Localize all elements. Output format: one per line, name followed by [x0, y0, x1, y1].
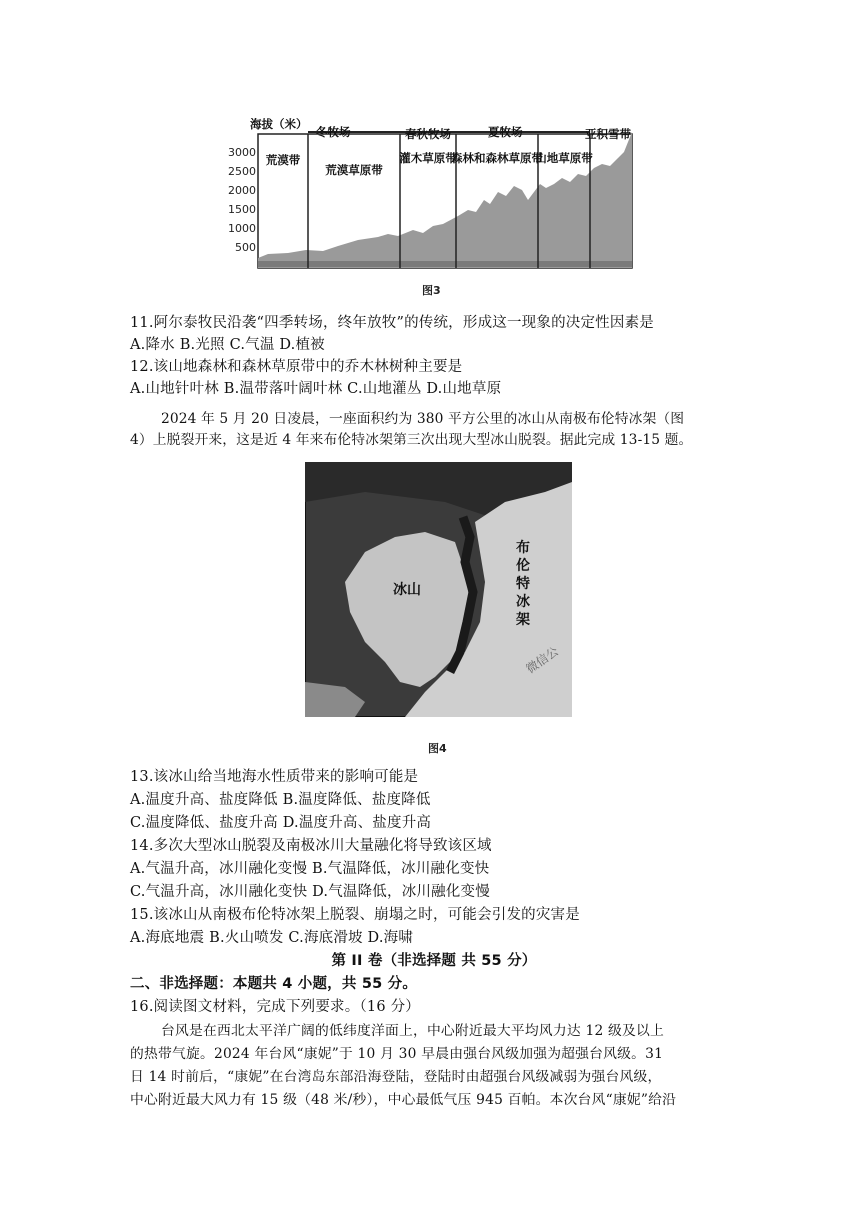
- belt-shrub-steppe: 灌木草原带: [399, 151, 457, 165]
- question-12-options: A.山地针叶林 B.温带落叶阔叶林 C.山地灌丛 D.山地草原: [130, 381, 502, 397]
- question-13: 13.该冰山给当地海水性质带来的影响可能是: [130, 769, 419, 785]
- shelf-label-4: 冰: [516, 594, 530, 610]
- shelf-label-2: 伦: [516, 558, 530, 574]
- passage-iceberg-line2: 4）上脱裂开来，这是近 4 年来布伦特冰架第三次出现大型冰山脱裂。据此完成 13-15 题。: [130, 432, 693, 448]
- top-right-label: 亚积雪带: [585, 127, 631, 141]
- question-14-options-cd: C.气温升高，冰川融化变快 D.气温降低，冰川融化变慢: [130, 884, 490, 900]
- section-2-instructions: 二、非选择题：本题共 4 小题，共 55 分。: [130, 976, 418, 992]
- belt-desert-steppe: 荒漠草原带: [325, 163, 383, 177]
- shelf-label-5: 架: [516, 612, 530, 628]
- question-14: 14.多次大型冰山脱裂及南极冰川大量融化将导致该区域: [130, 838, 492, 854]
- question-11-options: A.降水 B.光照 C.气温 D.植被: [130, 337, 325, 353]
- y-tick: 2000: [228, 184, 256, 197]
- passage-typhoon-line1: 台风是在西北太平洋广阔的低纬度洋面上，中心附近最大平均风力达 12 级及以上: [161, 1023, 665, 1039]
- question-15: 15.该冰山从南极布伦特冰架上脱裂、崩塌之时，可能会引发的灾害是: [130, 907, 580, 923]
- belt-desert: 荒漠带: [265, 153, 301, 167]
- question-11: 11.阿尔泰牧民沿袭“四季转场，终年放牧”的传统，形成这一现象的决定性因素是: [130, 315, 654, 331]
- y-tick: 1500: [228, 203, 256, 216]
- section-2-title: 第 II 卷（非选择题 共 55 分）: [331, 953, 537, 969]
- passage-typhoon-line3: 日 14 时前后，“康妮”在台湾岛东部沿海登陆，登陆时由超强台风级减弱为强台风级，: [130, 1069, 662, 1085]
- passage-typhoon-line2: 的热带气旋。2024 年台风“康妮”于 10 月 30 早晨由强台风级加强为超强台风级。31: [130, 1046, 664, 1062]
- belt-mountain-steppe: 山地草原带: [535, 151, 593, 165]
- shelf-label-1: 布: [516, 540, 530, 556]
- passage-typhoon-line4: 中心附近最大风力有 15 级（48 米/秒），中心最低气压 945 百帕。本次台风“康妮”给沿: [130, 1092, 677, 1108]
- watermark-text: 微信公: [523, 644, 562, 677]
- pasture-summer: 夏牧场: [488, 125, 523, 139]
- y-tick: 1000: [228, 222, 256, 235]
- question-13-options-cd: C.温度降低、盐度升高 D.温度升高、盐度升高: [130, 815, 432, 831]
- belt-forest: 森林和森林草原带: [451, 151, 543, 165]
- y-tick: 500: [235, 241, 256, 254]
- pasture-winter: 冬牧场: [316, 125, 351, 139]
- shelf-label-3: 特: [516, 576, 530, 592]
- question-13-options-ab: A.温度升高、盐度降低 B.温度降低、盐度降低: [130, 792, 431, 808]
- figure3-caption: 图3: [422, 284, 441, 297]
- pasture-spring-autumn: 春秋牧场: [405, 127, 451, 141]
- question-12: 12.该山地森林和森林草原带中的乔木林树种主要是: [130, 359, 463, 375]
- y-tick: 3000: [228, 146, 256, 159]
- iceberg-label: 冰山: [393, 582, 421, 598]
- y-tick: 2500: [228, 165, 256, 178]
- figure3-altitude-profile: [228, 112, 640, 274]
- figure4-satellite-image: [305, 462, 572, 717]
- question-14-options-ab: A.气温升高，冰川融化变慢 B.气温降低，冰川融化变快: [130, 861, 490, 877]
- question-16: 16.阅读图文材料，完成下列要求。（16 分）: [130, 999, 420, 1015]
- figure4-caption: 图4: [428, 742, 447, 755]
- y-axis-title: 海拔（米）: [250, 117, 308, 131]
- question-15-options: A.海底地震 B.火山喷发 C.海底滑坡 D.海啸: [130, 930, 414, 946]
- passage-iceberg-line1: 2024 年 5 月 20 日凌晨，一座面积约为 380 平方公里的冰山从南极布伦特冰架（图: [161, 411, 685, 427]
